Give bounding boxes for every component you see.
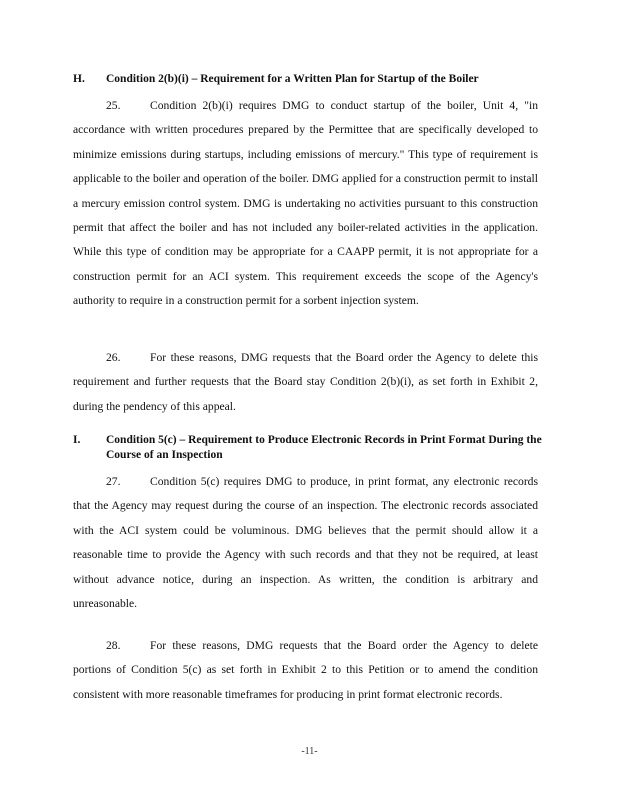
paragraph-28 [73, 634, 538, 707]
section-i-letter: I. [73, 434, 81, 446]
paragraph-26-text: For these reasons, DMG requests that the Board order the Agency to delete this requirement and further requests that the Board stay Condition 2(b)(i), as set forth in Exhibit 2, during the pendency of this appeal. [73, 351, 538, 413]
paragraph-26 [73, 346, 538, 419]
paragraph-25-text: Condition 2(b)(i) requires DMG to conduct startup of the boiler, Unit 4, "in accordance with written procedures prepared by the Permittee that are specifically developed to minimize emissions during startups, including emissions of mercury." This type of requirement is applicable to the boiler and operation of the boiler. DMG applied for a construction permit to install a mercury emission control system. DMG is undertaking no activities pursuant to this construction permit that affect the boiler and has not included any boiler-related activities in the application. While this type of condition may be appropriate for a CAAPP permit, it is not appropriate for a construction permit for an ACI system. This requirement exceeds the scope of the Agency's authority to require in a construction permit for a sorbent injection system. [73, 99, 538, 308]
section-i-title: Condition 5(c) – Requirement to Produce Electronic Records in Print Format During the Course of an Inspection [106, 434, 542, 461]
paragraph-27 [73, 470, 538, 616]
section-h-title: Condition 2(b)(i) – Requirement for a Written Plan for Startup of the Boiler [106, 73, 479, 85]
paragraph-26-number: 26. [106, 351, 121, 364]
paragraph-28-number: 28. [106, 639, 121, 652]
paragraph-25-number: 25. [106, 99, 121, 112]
paragraph-28-text: For these reasons, DMG requests that the Board order the Agency to delete portions of Condition 5(c) as set forth in Exhibit 2 to this Petition or to amend the condition consistent with more reasonable timeframes for producing in print format electronic records. [73, 639, 538, 701]
paragraph-25 [73, 94, 538, 314]
paragraph-27-number: 27. [106, 475, 121, 488]
paragraph-27-text: Condition 5(c) requires DMG to produce, in print format, any electronic records that the Agency may request during the course of an inspection. The electronic records associated with the ACI system could be voluminous. DMG believes that the permit should allow it a reasonable time to provide the Agency with such records and that they not be required, at least without advance notice, during an inspection. As written, the condition is arbitrary and unreasonable. [73, 475, 538, 611]
section-h-letter: H. [73, 73, 85, 85]
page-number: -11- [301, 746, 318, 757]
